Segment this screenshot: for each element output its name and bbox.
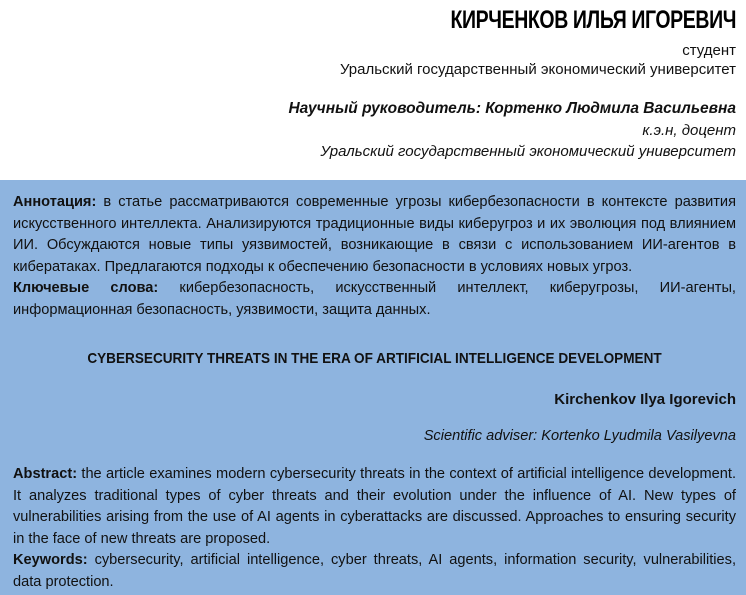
adviser-university: Уральский государственный экономический университет — [320, 143, 736, 160]
english-title: CYBERSECURITY THREATS IN THE ERA OF ARTIFICIAL INTELLIGENCE DEVELOPMENT — [87, 351, 662, 367]
en-abstract-label: Abstract: — [13, 466, 78, 482]
english-adviser: Scientific adviser: Kortenko Lyudmila Vasilyevna — [423, 428, 736, 444]
author-university: Уральский государственный экономический университет — [339, 61, 736, 78]
author-header — [0, 0, 746, 180]
english-abstract-block — [13, 464, 736, 593]
en-keywords-text: cybersecurity, artificial intelligence, cyber threats, AI agents, information security, vulnerabilities, data protection. — [13, 552, 736, 590]
scientific-adviser: Научный руководитель: Кортенко Людмила Васильевна — [288, 100, 736, 117]
english-author: Kirchenkov Ilya Igorevich — [554, 391, 736, 408]
ru-annotation — [13, 192, 736, 278]
en-keywords-label: Keywords: — [13, 552, 88, 568]
en-abstract — [13, 464, 736, 550]
ru-keywords-text: кибербезопасность, искусственный интеллект, киберугрозы, ИИ-агенты, информационная безопасность, уязвимости, защита данных. — [13, 280, 736, 318]
ru-keywords — [13, 278, 736, 321]
ru-keywords-label: Ключевые слова: — [13, 280, 159, 296]
author-name: КИРЧЕНКОВ ИЛЬЯ ИГОРЕВИЧ — [450, 6, 736, 34]
ru-annotation-label: Аннотация: — [13, 194, 97, 210]
author-role: студент — [682, 42, 736, 59]
adviser-degree: к.э.н, доцент — [642, 122, 736, 139]
ru-annotation-text: в статье рассматриваются современные угрозы кибербезопасности в контексте развития искусственного интеллекта. Анализируются традиционные виды киберугроз и их эволюция под влиянием ИИ. Обсуждаются новые типы уязвимостей, возникающие в связи с использованием ИИ-агентов в кибератаках. Предлагаются подходы к обеспечению безопасности в условиях новых угроз. — [13, 194, 736, 275]
abstract-panel — [0, 180, 746, 595]
en-keywords — [13, 550, 736, 593]
en-abstract-text: the article examines modern cybersecurity threats in the context of artificial intelligence development. It analyzes traditional types of cyber threats and their evolution under the influence of AI. New types of vulnerabilities arising from the use of AI agents in cyberattacks are discussed. Approaches to ensuring security in the face of new threats are proposed. — [13, 466, 736, 547]
